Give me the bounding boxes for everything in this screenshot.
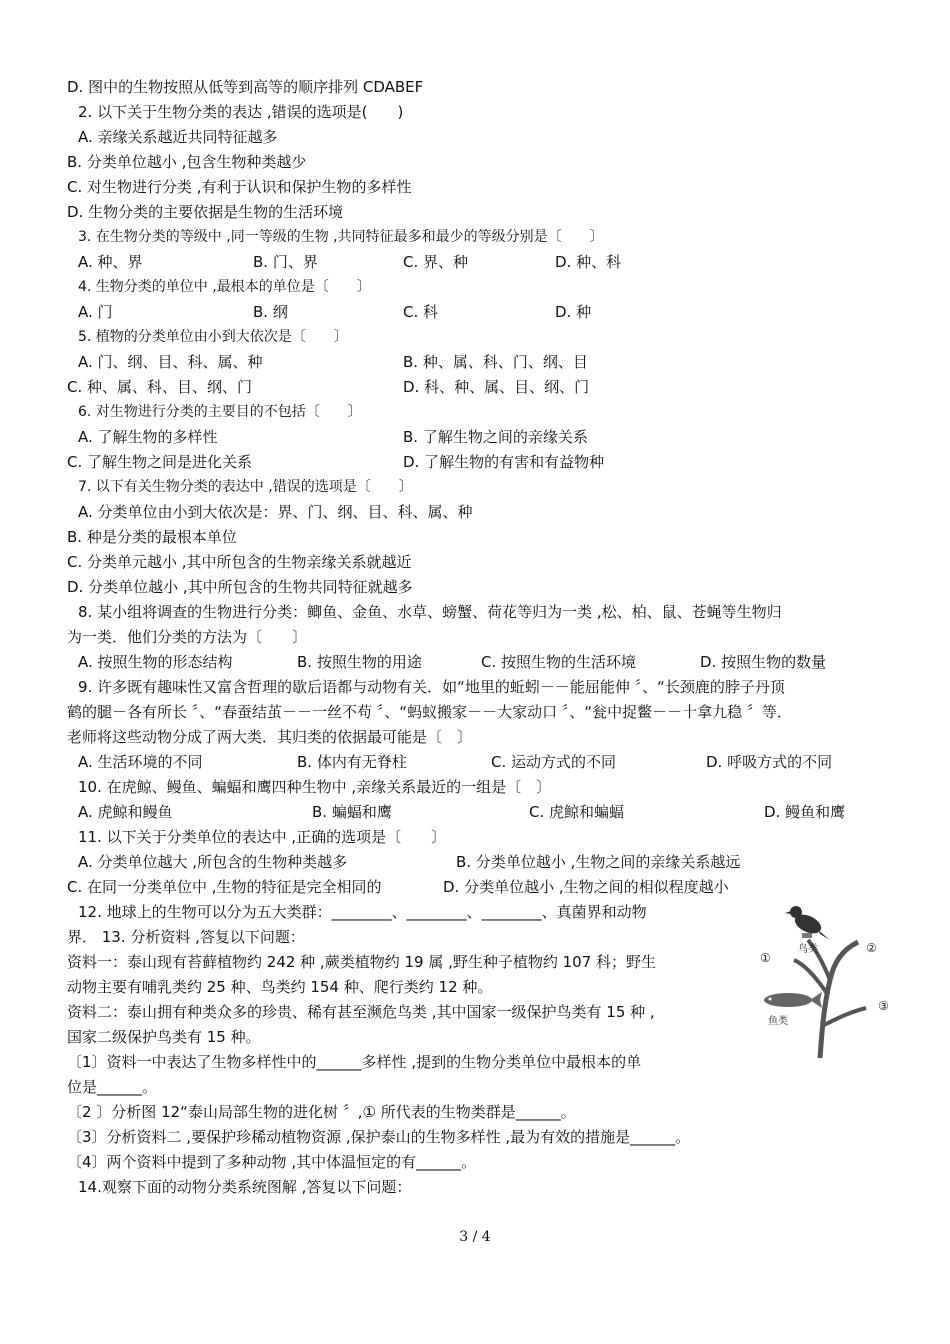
q6-option-b: B. 了解生物之间的亲缘关系 bbox=[403, 428, 588, 446]
q10-option-a: A. 虎鲸和鳗鱼 bbox=[78, 803, 173, 821]
q13-material1-line1: 资料一：泰山现有苔藓植物约 242 种 ,蕨类植物约 19 属 ,野生种子植物约 107 科；野生 bbox=[67, 953, 657, 971]
q5-stem: 5. 植物的分类单位由小到大依次是〔 〕 bbox=[78, 329, 348, 345]
branch-marker-1: ① bbox=[760, 951, 771, 965]
q4-option-c: C. 科 bbox=[403, 303, 439, 321]
q12-line2: 界． 13. 分析资料 ,答复以下问题： bbox=[67, 928, 305, 946]
q9-option-d: D. 呼吸方式的不同 bbox=[706, 753, 833, 771]
q7-stem: 7. 以下有关生物分类的表达中 ,错误的选项是〔 〕 bbox=[78, 479, 413, 495]
page-number: 3 / 4 bbox=[459, 1229, 491, 1245]
q13-part4: 〔4〕两个资料中提到了多种动物 ,其中体温恒定的有______。 bbox=[67, 1153, 477, 1171]
q12-line1: 12. 地球上的生物可以分为五大类群：________、________、________、真菌界和动物 bbox=[78, 903, 647, 921]
q9-stem-line3: 老师将这些动物分成了两大类．其归类的依据最可能是〔 〕 bbox=[67, 728, 473, 746]
q2-option-d: D. 生物分类的主要依据是生物的生活环境 bbox=[67, 203, 344, 221]
q1-option-d: D. 图中的生物按照从低等到高等的顺序排列 CDABEF bbox=[67, 78, 424, 96]
bird-label: 鸟类 bbox=[798, 944, 818, 955]
q11-option-a: A. 分类单位越大 ,所包含的生物种类越多 bbox=[78, 853, 348, 871]
q11-option-b: B. 分类单位越小 ,生物之间的亲缘关系越远 bbox=[456, 853, 741, 871]
q9-stem-line1: 9. 许多既有趣味性又富含哲理的歇后语都与动物有关．如“地里的蚯蚓－－能屈能伸 〞、“长颈鹿的脖子丹顶 bbox=[78, 678, 785, 696]
branch-marker-2: ② bbox=[866, 941, 877, 955]
q7-option-a: A. 分类单位由小到大依次是：界、门、纲、目、科、属、种 bbox=[78, 503, 473, 521]
q5-option-d: D. 科、种、属、目、纲、门 bbox=[403, 378, 590, 396]
q6-option-a: A. 了解生物的多样性 bbox=[78, 428, 218, 446]
q7-option-b: B. 种是分类的最根本单位 bbox=[67, 528, 237, 546]
q2-option-c: C. 对生物进行分类 ,有利于认识和保护生物的多样性 bbox=[67, 178, 412, 196]
q8-option-d: D. 按照生物的数量 bbox=[700, 653, 827, 671]
fish-label: 鱼类 bbox=[768, 1016, 788, 1027]
q4-option-d: D. 种 bbox=[555, 303, 592, 321]
q9-option-c: C. 运动方式的不同 bbox=[491, 753, 617, 771]
q3-stem: 3. 在生物分类的等级中 ,同一等级的生物 ,共同特征最多和最少的等级分别是〔 〕 bbox=[78, 229, 604, 245]
q3-option-c: C. 界、种 bbox=[403, 253, 469, 271]
q6-stem: 6. 对生物进行分类的主要目的不包括〔 〕 bbox=[78, 404, 362, 420]
branch-marker-3: ③ bbox=[878, 999, 889, 1013]
q4-stem: 4. 生物分类的单位中 ,最根本的单位是〔 〕 bbox=[78, 279, 371, 295]
q9-option-a: A. 生活环境的不同 bbox=[78, 753, 203, 771]
q10-option-d: D. 鳗鱼和鹰 bbox=[764, 803, 846, 821]
q4-option-a: A. 门 bbox=[78, 303, 113, 321]
bird-icon bbox=[785, 906, 830, 940]
q13-material1-line2: 动物主要有哺乳类约 25 种、鸟类约 154 种、爬行类约 12 种。 bbox=[67, 978, 493, 996]
q8-stem-line2: 为一类．他们分类的方法为〔 〕 bbox=[67, 628, 308, 646]
q11-option-c: C. 在同一分类单位中 ,生物的特征是完全相同的 bbox=[67, 878, 382, 896]
q13-part1-line2: 位是______。 bbox=[67, 1078, 158, 1096]
fish-icon bbox=[764, 992, 822, 1008]
q13-part2: 〔2 〕分析图 12“泰山局部生物的进化树 〞,① 所代表的生物类群是______。 bbox=[67, 1103, 576, 1121]
q14-stem: 14.观察下面的动物分类系统图解 ,答复以下问题： bbox=[78, 1178, 412, 1196]
q13-material2-line1: 资料二：泰山拥有种类众多的珍贵、稀有甚至濒危鸟类 ,其中国家一级保护鸟类有 15 种 , bbox=[67, 1003, 655, 1021]
q11-stem: 11. 以下关于分类单位的表达中 ,正确的选项是〔 〕 bbox=[78, 828, 447, 846]
q5-option-c: C. 种、属、科、目、纲、门 bbox=[67, 378, 253, 396]
q2-option-b: B. 分类单位越小 ,包含生物种类越少 bbox=[67, 153, 307, 171]
q13-material2-line2: 国家二级保护鸟类有 15 种。 bbox=[67, 1028, 261, 1046]
q13-part1-line1: 〔1〕资料一中表达了生物多样性中的______多样性 ,提到的生物分类单位中最根本的单 bbox=[67, 1053, 642, 1071]
q8-option-b: B. 按照生物的用途 bbox=[297, 653, 422, 671]
evolution-tree-figure bbox=[758, 900, 898, 1060]
q9-option-b: B. 体内有无脊柱 bbox=[297, 753, 407, 771]
q3-option-b: B. 门、界 bbox=[253, 253, 318, 271]
q8-option-a: A. 按照生物的形态结构 bbox=[78, 653, 233, 671]
q2-stem: 2. 以下关于生物分类的表达 ,错误的选项是( ) bbox=[78, 103, 404, 121]
q10-option-c: C. 虎鲸和蝙蝠 bbox=[529, 803, 625, 821]
q11-option-d: D. 分类单位越小 ,生物之间的相似程度越小 bbox=[443, 878, 729, 896]
q8-option-c: C. 按照生物的生活环境 bbox=[481, 653, 637, 671]
q7-option-d: D. 分类单位越小 ,其中所包含的生物共同特征就越多 bbox=[67, 578, 413, 596]
q9-stem-line2: 鹤的腿－各有所长 〞、“春蚕结茧－－一丝不苟 〞、“蚂蚁搬家－－大家动口 〞、“瓮中捉鳖－－十拿九稳 〞等． bbox=[67, 703, 792, 721]
q10-stem: 10. 在虎鲸、鳗鱼、蝙蝠和鹰四种生物中 ,亲缘关系最近的一组是〔 〕 bbox=[78, 778, 552, 796]
q8-stem-line1: 8. 某小组将调查的生物进行分类：鲫鱼、金鱼、水草、螃蟹、荷花等归为一类 ,松、柏、鼠、苍蝇等生物归 bbox=[78, 603, 782, 621]
q13-part3: 〔3〕分析资料二 ,要保护珍稀动植物资源 ,保护泰山的生物多样性 ,最为有效的措施是______。 bbox=[67, 1128, 691, 1146]
q5-option-b: B. 种、属、科、门、纲、目 bbox=[403, 353, 588, 371]
q6-option-c: C. 了解生物之间是进化关系 bbox=[67, 453, 253, 471]
q3-option-a: A. 种、界 bbox=[78, 253, 143, 271]
tree-branch-right bbox=[824, 1008, 866, 1025]
tree-trunk bbox=[820, 942, 858, 1058]
q2-option-a: A. 亲缘关系越近共同特征越多 bbox=[78, 128, 278, 146]
q3-option-d: D. 种、科 bbox=[555, 253, 622, 271]
q7-option-c: C. 分类单元越小 ,其中所包含的生物亲缘关系就越近 bbox=[67, 553, 412, 571]
q4-option-b: B. 纲 bbox=[253, 303, 288, 321]
q5-option-a: A. 门、纲、目、科、属、种 bbox=[78, 353, 263, 371]
q10-option-b: B. 蝙蝠和鹰 bbox=[312, 803, 392, 821]
q6-option-d: D. 了解生物的有害和有益物种 bbox=[403, 453, 605, 471]
